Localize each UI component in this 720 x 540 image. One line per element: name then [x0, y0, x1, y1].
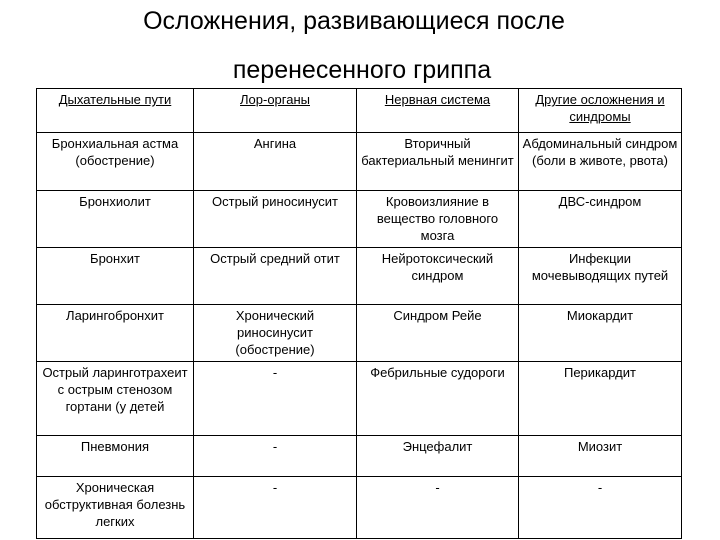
table-row — [37, 248, 682, 305]
table-cell: ДВС-синдром — [519, 191, 682, 248]
table-row — [37, 305, 682, 362]
table-cell: Острый ларинготрахеит с острым стенозом гортани (у детей — [37, 362, 194, 436]
table-cell: - — [357, 477, 519, 539]
table-row — [37, 477, 682, 539]
table-cell: Энцефалит — [357, 436, 519, 477]
table-cell: Ангина — [194, 133, 357, 191]
table-row — [37, 133, 682, 191]
table-cell: - — [194, 477, 357, 539]
table-cell: - — [519, 477, 682, 539]
header-other: Другие осложнения и синдромы — [519, 89, 682, 133]
table-cell: Синдром Рейе — [357, 305, 519, 362]
table-header-row — [37, 89, 682, 133]
table-cell: Пневмония — [37, 436, 194, 477]
table-row — [37, 362, 682, 436]
header-respiratory: Дыхательные пути — [37, 89, 194, 133]
title-line-1: Осложнения, развивающиеся после — [143, 7, 565, 35]
header-ent: Лор-органы — [194, 89, 357, 133]
header-nervous: Нервная система — [357, 89, 519, 133]
table-cell: Вторичный бактериальный менингит — [357, 133, 519, 191]
table-row — [37, 436, 682, 477]
table-cell: Ларингобронхит — [37, 305, 194, 362]
table-cell: Перикардит — [519, 362, 682, 436]
table-cell: Бронхиолит — [37, 191, 194, 248]
table-cell: Инфекции мочевыводящих путей — [519, 248, 682, 305]
table-cell: - — [194, 362, 357, 436]
table-cell: Кровоизлияние в вещество головного мозга — [357, 191, 519, 248]
complications-table — [36, 88, 682, 539]
table-cell: Острый средний отит — [194, 248, 357, 305]
table-cell: - — [194, 436, 357, 477]
table-cell: Фебрильные судороги — [357, 362, 519, 436]
table-cell: Абдоминальный синдром (боли в животе, рвота) — [519, 133, 682, 191]
table-cell: Миозит — [519, 436, 682, 477]
table-cell: Бронхиальная астма (обострение) — [37, 133, 194, 191]
table-cell: Нейротоксический синдром — [357, 248, 519, 305]
table-cell: Хроническая обструктивная болезнь легких — [37, 477, 194, 539]
table-row — [37, 191, 682, 248]
table-cell: Острый риносинусит — [194, 191, 357, 248]
title-line-2: перенесенного гриппа — [232, 56, 492, 84]
table-cell: Миокардит — [519, 305, 682, 362]
table-cell: Хронический риносинусит (обострение) — [194, 305, 357, 362]
table-cell: Бронхит — [37, 248, 194, 305]
